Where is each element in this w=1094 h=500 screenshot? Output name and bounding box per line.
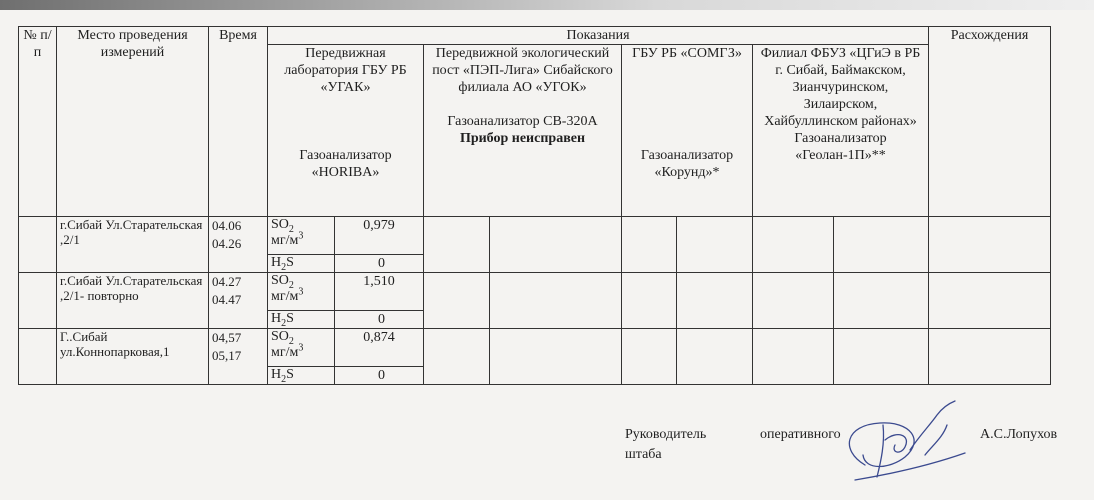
- signer-name: А.С.Лопухов: [980, 427, 1058, 442]
- measurements-table: [18, 26, 1051, 385]
- place-cell: г.Сибай Ул.Старательская ,2/1- повторно: [57, 273, 209, 329]
- lab-org: Передвижной экологический пост «ПЭП-Лига» Сибайского филиала АО «УГОК»: [432, 46, 613, 95]
- time-cell: [209, 273, 268, 329]
- so2-value-cell: 0,874: [335, 329, 424, 367]
- lab-header-fbuz: [753, 45, 929, 217]
- discrepancy-cell: [929, 217, 1051, 273]
- col-header-time: Время: [209, 27, 268, 217]
- lab-header-ugak: [268, 45, 424, 217]
- table-row: [19, 273, 1051, 311]
- table-row: [19, 217, 1051, 255]
- time-cell: [209, 217, 268, 273]
- time-cell: [209, 329, 268, 385]
- h2s-label-cell: $H_2S$: [268, 311, 335, 329]
- row-number-cell: [19, 329, 57, 385]
- discrepancy-cell: [929, 329, 1051, 385]
- table-row: [19, 329, 1051, 367]
- time-end: 04.26: [212, 236, 242, 251]
- so2-label-cell: $SO_2$ $мг/м^3$: [268, 329, 335, 367]
- lab-org: ГБУ РБ «СОМГЗ»: [632, 46, 742, 61]
- so2-label-cell: $SO_2$ $мг/м^3$: [268, 217, 335, 255]
- place-cell: г.Сибай Ул.Старательская ,2/1: [57, 217, 209, 273]
- row-number-cell: [19, 217, 57, 273]
- h2s-label-cell: $H_2S$: [268, 367, 335, 385]
- lab-org: Передвижная лаборатория ГБУ РБ «УГАК»: [284, 46, 407, 95]
- h2s-value-cell: 0: [335, 311, 424, 329]
- so2-value-cell: 1,510: [335, 273, 424, 311]
- handwritten-signature: [825, 395, 975, 490]
- lab-header-somgz: [622, 45, 753, 217]
- lab-device: Газоанализатор СВ-320А: [447, 114, 598, 129]
- time-end: 05,17: [212, 348, 242, 363]
- col-header-place: Место проведения измерений: [57, 27, 209, 217]
- so2-unit: мг/м: [271, 345, 299, 360]
- so2-unit: мг/м: [271, 289, 299, 304]
- time-start: 04.27: [212, 274, 242, 289]
- table-header-row: [19, 27, 1051, 45]
- col-header-readings: Показания: [268, 27, 929, 45]
- signer-position-line2: штаба: [625, 447, 662, 462]
- h2s-value-cell: 0: [335, 255, 424, 273]
- discrepancy-cell: [929, 273, 1051, 329]
- col-header-discrepancies: Расхождения: [929, 27, 1051, 217]
- h2s-label-cell: $H_2S$: [268, 255, 335, 273]
- place-cell: Г..Сибай ул.Коннопарковая,1: [57, 329, 209, 385]
- signer-position-part2: оперативного: [760, 427, 841, 442]
- lab-device: Газоанализатор «Геолан-1П»**: [794, 131, 887, 163]
- lab-device-status: Прибор неисправен: [459, 131, 586, 146]
- lab-device: Газоанализатор «Корунд»*: [640, 148, 734, 180]
- signer-position-part1: Руководитель: [625, 427, 707, 442]
- lab-header-pep-liga: [424, 45, 622, 217]
- time-start: 04.06: [212, 218, 242, 233]
- scan-top-edge: [0, 0, 1094, 10]
- time-start: 04,57: [212, 330, 242, 345]
- row-number-cell: [19, 273, 57, 329]
- col-header-number: № п/ п: [19, 27, 57, 217]
- so2-label-cell: $SO_2$ $мг/м^3$: [268, 273, 335, 311]
- lab-org: Филиал ФБУЗ «ЦГиЭ в РБ г. Сибай, Баймакском, Зианчуринском, Зилаирском, Хайбуллинском районах»: [760, 46, 921, 129]
- h2s-value-cell: 0: [335, 367, 424, 385]
- lab-device: Газоанализатор «HORIBA»: [299, 148, 392, 180]
- so2-value-cell: 0,979: [335, 217, 424, 255]
- so2-unit: мг/м: [271, 233, 299, 248]
- time-end: 04.47: [212, 292, 242, 307]
